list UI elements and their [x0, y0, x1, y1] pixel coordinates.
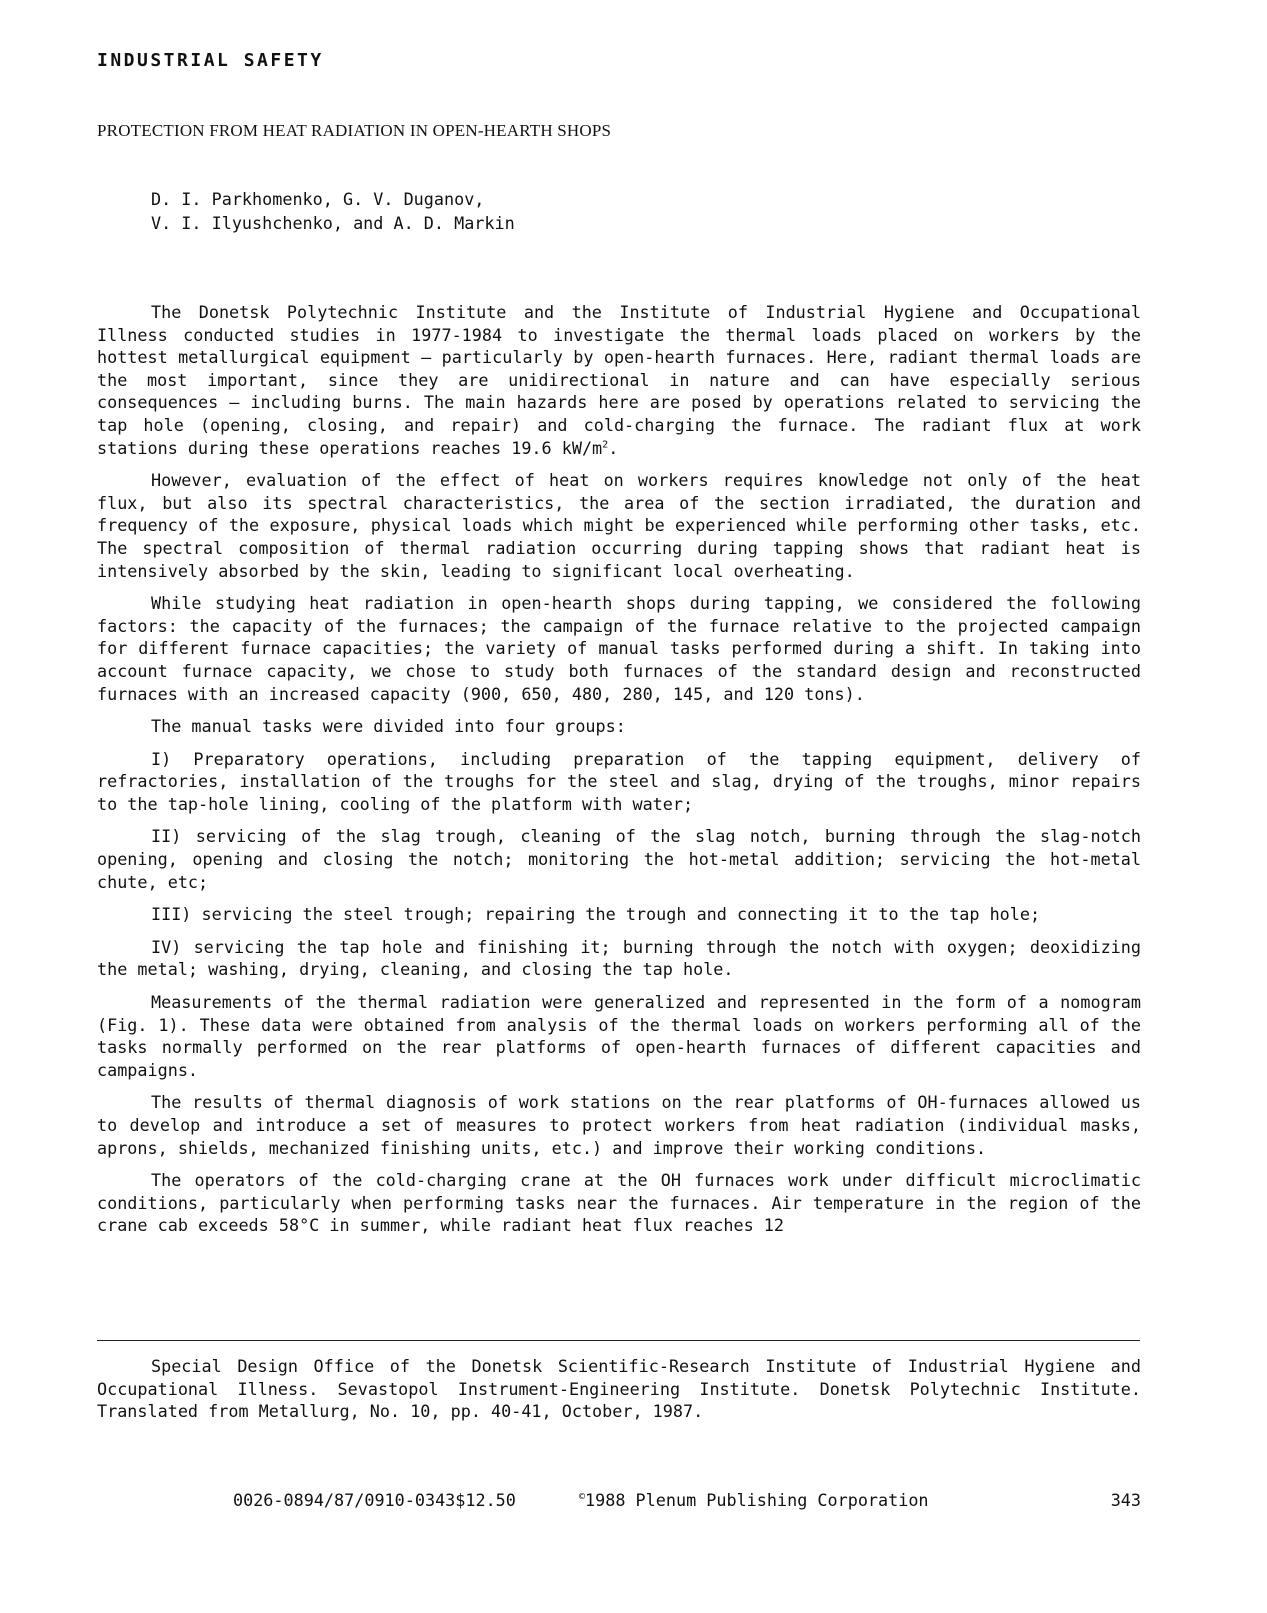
authors-line-2: V. I. Ilyushchenko, and A. D. Markin — [151, 213, 515, 233]
footnote-divider — [97, 1340, 1140, 1341]
copyright-symbol: © — [579, 1491, 586, 1503]
task-group-3: III) servicing the steel trough; repairing the trough and connecting it to the tap hole; — [151, 904, 1041, 925]
paragraph-1 — [97, 301, 1141, 459]
paragraph-11: The operators of the cold-charging crane at the OH furnaces work under difficult microclimatic conditions, particularly when performing tasks near the furnaces. Air temperature in the region of the crane cab exceeds 58°C in summer, while radiant heat flux reaches 12 — [97, 1170, 1141, 1236]
article-body — [97, 301, 1141, 1247]
paragraph-10: The results of thermal diagnosis of work stations on the rear platforms of OH-furnaces allowed us to develop and introduce a set of measures to protect workers from heat radiation (individual masks, aprons, shields, mechanized finishing units, etc.) and improve their working conditions. — [97, 1092, 1141, 1158]
paragraph-1-superscript: 2 — [602, 438, 609, 450]
copyright — [579, 1490, 929, 1510]
paragraph-4: The manual tasks were divided into four groups: — [151, 716, 626, 737]
paragraph-9: Measurements of the thermal radiation were generalized and represented in the form of a nomogram (Fig. 1). These data were obtained from analysis of the thermal loads on workers performing all of the tasks normally performed on the rear platforms of open-hearth furnaces of different capacities and campaigns. — [97, 992, 1141, 1080]
article-code: 0026-0894/87/0910-0343$12.50 — [233, 1490, 516, 1510]
paragraph-3: While studying heat radiation in open-hearth shops during tapping, we considered the following factors: the capacity of the furnaces; the campaign of the furnace relative to the projected campaign for different furnace capacities; the variety of manual tasks performed during a shift. In taking into account furnace capacity, we chose to study both furnaces of the standard design and reconstructed furnaces with an increased capacity (900, 650, 480, 280, 145, and 120 tons). — [97, 593, 1141, 704]
paragraph-2: However, evaluation of the effect of heat on workers requires knowledge not only of the heat flux, but also its spectral characteristics, the area of the section irradiated, the duration and frequency of the exposure, physical loads which might be experienced while performing other tasks, etc. The spectral composition of thermal radiation occurring during tapping shows that radiant heat is intensively absorbed by the skin, leading to significant local overheating. — [97, 470, 1141, 581]
task-group-2: II) servicing of the slag trough, cleaning of the slag notch, burning through the slag-notch opening, opening and closing the notch; monitoring the hot-metal addition; servicing the hot-metal chute, etc; — [97, 826, 1141, 892]
section-label: INDUSTRIAL SAFETY — [97, 50, 324, 71]
article-title: PROTECTION FROM HEAT RADIATION IN OPEN-HEARTH SHOPS — [97, 121, 612, 140]
task-group-1: I) Preparatory operations, including preparation of the tapping equipment, delivery of refractories, installation of the troughs for the steel and slag, drying of the troughs, minor repairs to the tap-hole lining, cooling of the platform with water; — [97, 748, 1141, 814]
paragraph-1-text: The Donetsk Polytechnic Institute and the Institute of Industrial Hygiene and Occupational Illness conducted studies in 1977-1984 to investigate the thermal loads placed on workers by the hottest metallurgical equipment – particularly by open-hearth furnaces. Here, radiant thermal loads are the most important, since they are unidirectional in nature and can have especially serious consequences – including burns. The main hazards here are posed by operations related to servicing the tap hole (opening, closing, and repair) and cold-charging the furnace. The radiant flux at work stations during these operations reaches 19.6 kW/m — [97, 302, 1141, 458]
authors-line-1: D. I. Parkhomenko, G. V. Duganov, — [151, 189, 485, 209]
paragraph-1-end: . — [608, 437, 619, 458]
page-footer — [97, 1490, 1141, 1514]
authors — [151, 187, 515, 235]
task-group-4: IV) servicing the tap hole and finishing it; burning through the notch with oxygen; deoxidizing the metal; washing, drying, cleaning, and closing the tap hole. — [97, 936, 1141, 980]
page-number: 343 — [1110, 1490, 1141, 1510]
copyright-text: 1988 Plenum Publishing Corporation — [585, 1490, 929, 1510]
affiliation-footnote: Special Design Office of the Donetsk Scientific-Research Institute of Industrial Hygiene and Occupational Illness. Sevastopol Instrument-Engineering Institute. Donetsk Polytechnic Institute. Translated from Metallurg, No. 10, pp. 40-41, October, 1987. — [97, 1356, 1141, 1421]
